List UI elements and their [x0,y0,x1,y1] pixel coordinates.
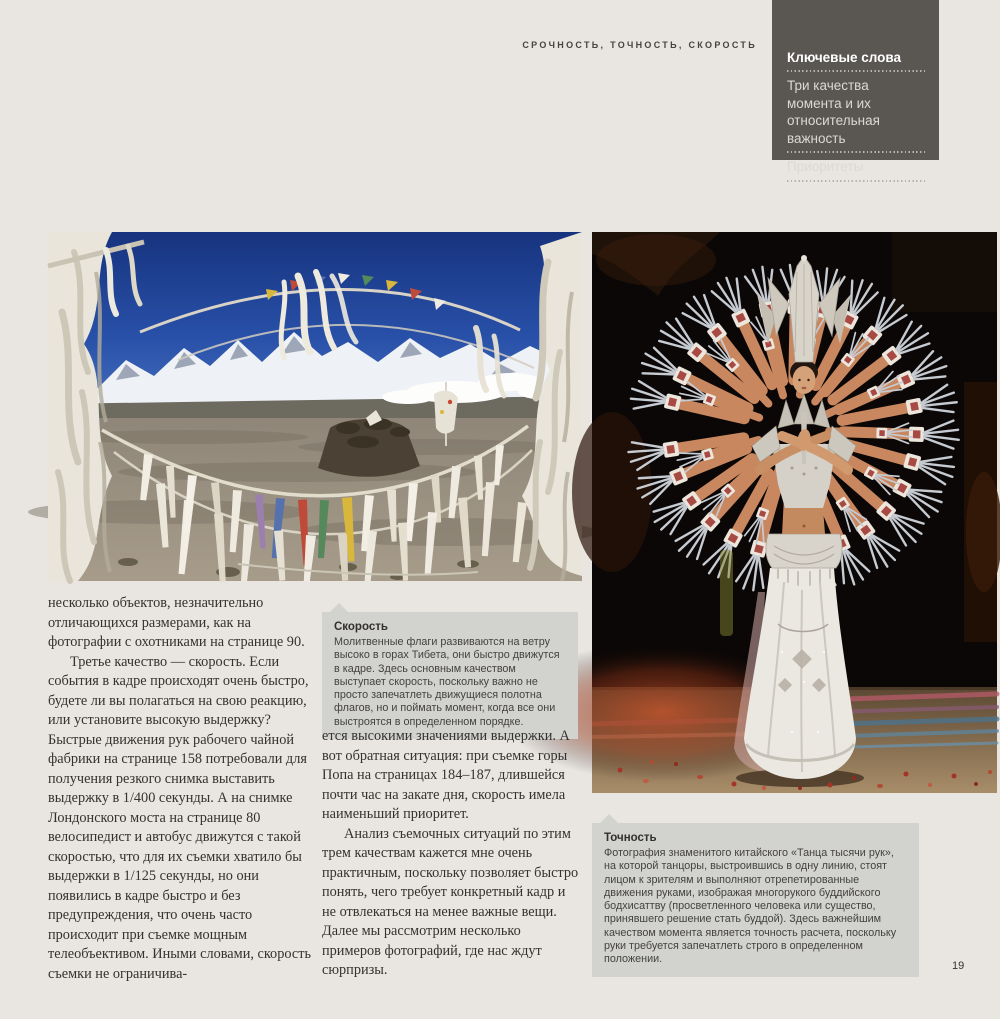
dotted-divider [787,70,926,72]
paragraph: Третье качество — скорость. Если события в кадре происходят очень быстро, будете ли вы полагаться на свою реакцию, или установите высокую выдержку? Быстрые движения рук рабочего чайной фабрики на странице 158 потребовали для получения резкого снимка выставить выдержку в 1/400 секунды. А на снимке Лондонского моста на странице 80 велосипедист и автобус движутся с такой скоростью, что для их съемки хватило бы выдержки в 1/125 секунды, но они появились в кадре быстро и без предупреждения, что очень часто происходит при съемке мощным телеобъективом. Иными словами, скорость съемки не ограничива- [48,653,311,982]
running-header: СРОЧНОСТЬ, ТОЧНОСТЬ, СКОРОСТЬ [522,40,757,50]
caption-precision [592,823,919,977]
dotted-divider [787,180,926,182]
caption-title: Скорость [334,621,388,633]
keywords-item: Приоритеты [787,159,864,174]
paragraph: Анализ съемочных ситуаций по этим трем качествам кажется мне очень практичным, поскольку позволяет быстро понять, чего требует конкретный кадр и не отвлекаться на менее важные вещи. Далее мы рассмотрим несколько примеров фотографий, где нас ждут сюрпризы. [322,825,579,978]
paragraph: несколько объектов, незначительно отличающихся размерами, как на фотографии с охотниками на странице 90. [48,595,305,650]
tibet-prayer-flags-photo [48,232,582,581]
prayer-flags-illustration [48,232,582,581]
caption-pointer [600,814,618,823]
paragraph: ется высокими значениями выдержки. А вот обратная ситуация: при съемке горы Попа на страницах 184–187, длившейся почти час на закате дня, скорость имела наименьший приоритет. [322,728,570,822]
thousand-hand-dance-photo [592,232,997,793]
keywords-title: Ключевые слова [787,50,902,65]
keywords-item: Три качества момента и их относительная важность [787,78,880,146]
caption-speed [322,612,578,739]
caption-title: Точность [604,832,657,844]
caption-text: Молитвенные флаги развиваются на ветру высоко в горах Тибета, они быстро движутся в кадре. Здесь основным качеством выступает скорость, поскольку важно не просто запечатлеть движущиеся полотна флагов, но и поймать момент, когда все они выстроятся в определенном порядке. [334,636,560,728]
dotted-divider [787,151,926,153]
caption-pointer [330,603,348,612]
body-text-column-2 [322,727,580,981]
keywords-box [772,0,939,174]
caption-text: Фотография знаменитого китайского «Танца тысячи рук», на которой танцоры, выстроившись в одну линию, стоят лицом к зрителям и выполняют отрепетированные движения руками, изображая многорукого буддийского бодхисаттву (просветленного человека или существо, принявшего решение стать буддой). Здесь важнейшим качеством момента является точность расчета, поскольку руки требуется запечатлеть строго в определенном положении. [604,847,897,966]
dancer-illustration [592,232,997,793]
body-text-column-1 [48,594,320,984]
page-number: 19 [952,960,965,972]
